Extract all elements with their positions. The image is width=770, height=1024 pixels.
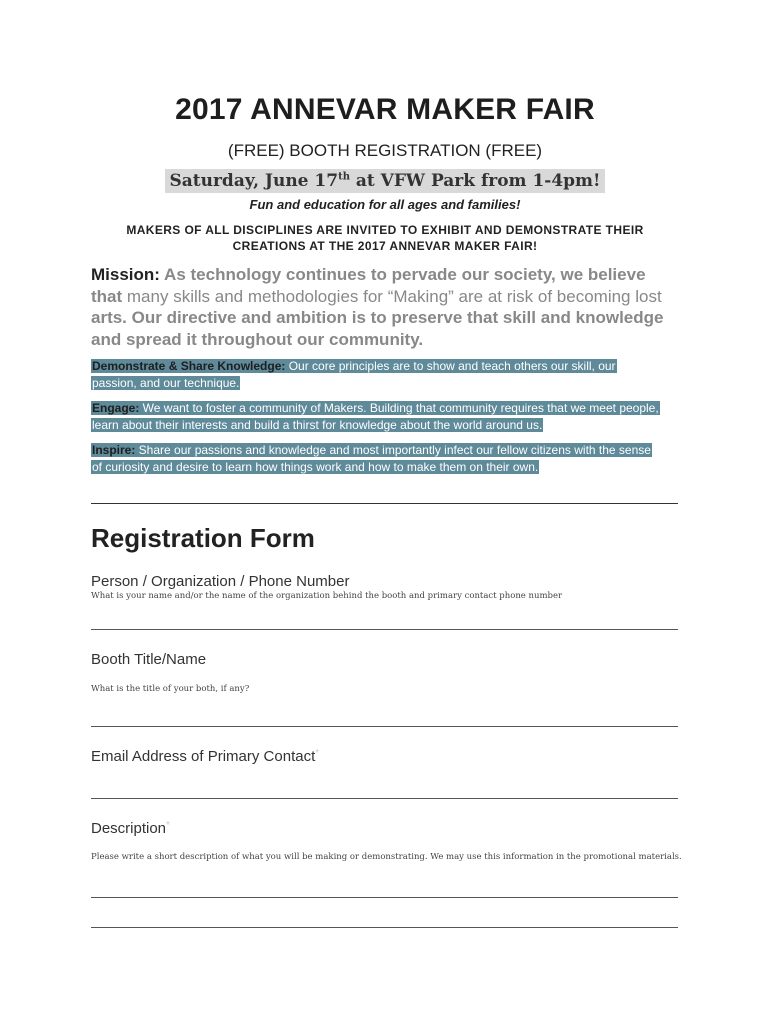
event-date-highlight [165,169,604,193]
principle-key: Engage: [92,401,140,415]
field-help-booth-title: What is the title of your both, if any? [91,684,250,694]
required-mark: * [166,820,170,831]
principle-key: Demonstrate & Share Knowledge: [92,359,286,373]
event-date-post: at VFW Park from 1-4pm! [349,171,601,191]
mission-lead: Mission: [91,265,160,284]
event-date-line [0,171,770,191]
page-subtitle: (FREE) BOOTH REGISTRATION (FREE) [227,141,543,160]
description-input-line-1[interactable] [91,897,678,898]
field-help-description: Please write a short description of what you will be making or demonstrating. We may use this information in the promotional materials. [91,852,682,862]
mission-bold-1: As technology continues to pervade our society, we believe that [91,265,646,306]
field-help-person: What is your name and/or the name of the organization behind the booth and primary contact phone number [91,591,563,601]
registration-form-title: Registration Form [91,523,315,553]
principle-inspire [91,442,661,475]
field-label-booth-title: Booth Title/Name [91,651,207,668]
principle-text: Our core principles are to show and teach others our skill, our passion, and our technique. [92,359,616,390]
principle-text: Share our passions and knowledge and most importantly infect our fellow citizens with the sense of curiosity and desire to learn how things work and how to make them on their own. [92,443,651,474]
field-label-email [91,748,319,765]
mission-bold-2: arts. Our directive and ambition is to preserve that skill and knowledge and spread it throughout our community. [91,308,664,349]
field-label-description-text: Description [91,820,167,837]
section-divider [91,503,678,504]
principle-engage [91,400,661,433]
principle-text: We want to foster a community of Makers. Building that community requires that we meet people, learn about their interests and build a thirst for knowledge about the world around us. [92,401,659,432]
email-input-line[interactable] [91,798,678,799]
event-date-pre: Saturday, June 17 [169,171,339,191]
booth-title-input-line[interactable] [91,726,678,727]
field-label-email-text: Email Address of Primary Contact [91,748,316,765]
principle-key: Inspire: [92,443,136,457]
description-input-line-2[interactable] [91,927,678,928]
makers-invitation: MAKERS OF ALL DISCIPLINES ARE INVITED TO EXHIBIT AND DEMONSTRATE THEIR CREATIONS AT THE 2017 ANNEVAR MAKER FAIR! [126,223,644,253]
required-mark: * [315,748,320,759]
event-date-sup: th [338,171,350,183]
field-label-description [91,820,170,837]
tagline: Fun and education for all ages and families! [249,197,521,212]
person-input-line[interactable] [91,629,678,630]
field-label-person: Person / Organization / Phone Number [91,573,350,590]
mission-statement [91,264,681,350]
page-title: 2017 ANNEVAR MAKER FAIR [175,93,595,126]
mission-plain: many skills and methodologies for “Making” are at risk of becoming lost [122,286,662,306]
principle-demonstrate [91,358,661,391]
